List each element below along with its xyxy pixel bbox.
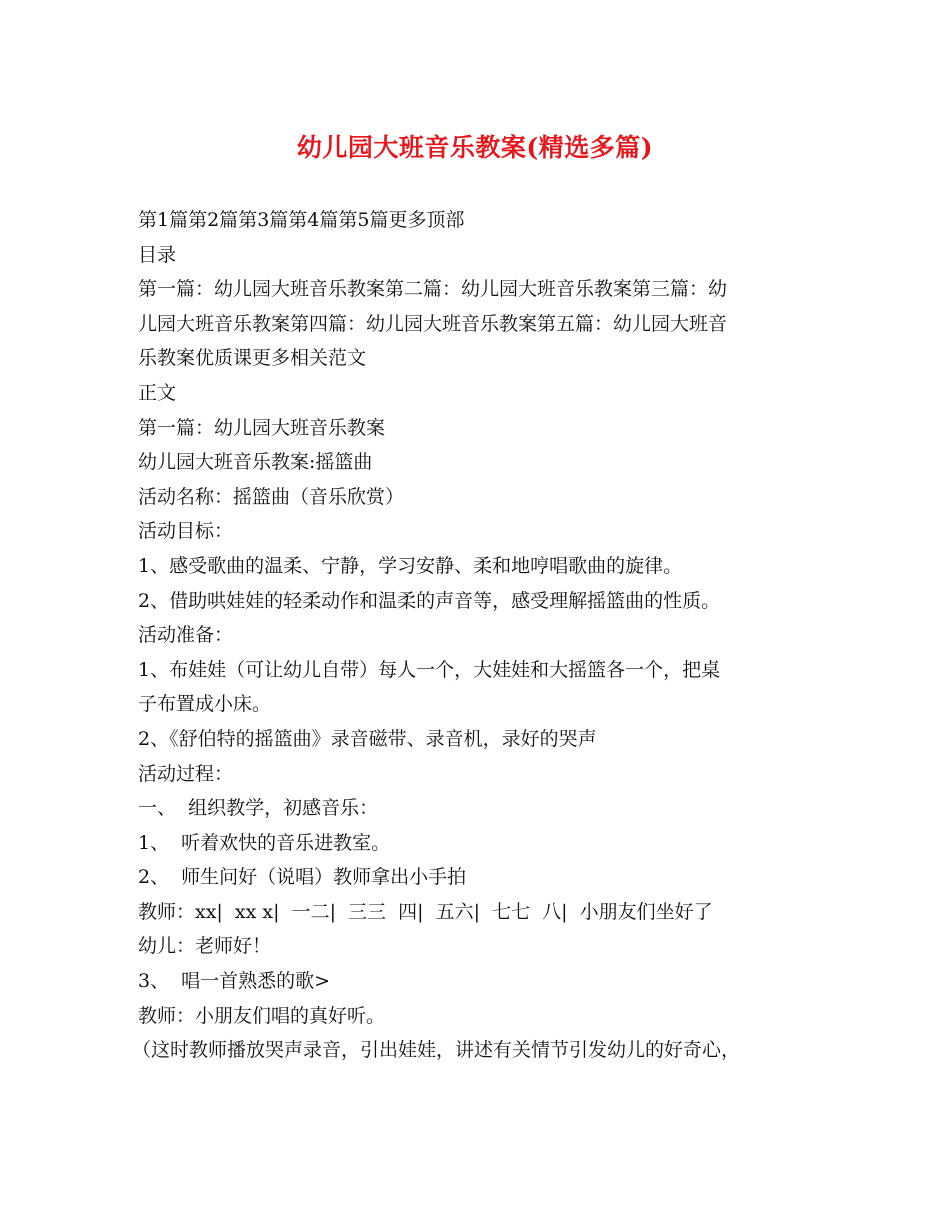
- preparation-heading: 活动准备：: [138, 624, 234, 647]
- activity-name: 活动名称：摇篮曲（音乐欣赏）: [138, 485, 405, 508]
- lesson-title: 幼儿园大班音乐教案:摇篮曲: [138, 451, 373, 474]
- nav-link-more[interactable]: 更多: [388, 209, 427, 231]
- preparation-item: 2、《舒伯特的摇篮曲》录音磁带、录音机，录好的哭声: [138, 727, 597, 750]
- narrative-line: （这时教师播放哭声录音，引出娃娃，讲述有关情节引发幼儿的好奇心，: [132, 1039, 741, 1062]
- goal-item: 2、借助哄娃娃的轻柔动作和温柔的声音等，感受理解摇篮曲的性质。: [138, 589, 721, 612]
- nav-link-part-1[interactable]: 第1篇: [138, 209, 189, 231]
- body-heading: 正文: [138, 381, 177, 404]
- toc-line[interactable]: 儿园大班音乐教案第四篇：幼儿园大班音乐教案第五篇：幼儿园大班音: [138, 312, 728, 335]
- process-heading: 活动过程：: [138, 762, 234, 785]
- nav-link-part-5[interactable]: 第5篇: [338, 209, 389, 231]
- teacher-chant-line: 教师：xx| xx x| 一二| 三三 四| 五六| 七七 八| 小朋友们坐好了: [138, 900, 713, 923]
- goal-item: 1、感受歌曲的温柔、宁静，学习安静、柔和地哼唱歌曲的旋律。: [138, 554, 683, 577]
- process-substep: 3、 唱一首熟悉的歌>: [138, 970, 331, 993]
- document-title: 幼儿园大班音乐教案(精选多篇): [296, 133, 654, 162]
- preparation-item: 1、布娃娃（可让幼儿自带）每人一个，大娃娃和大摇篮各一个，把桌: [138, 658, 721, 681]
- goals-heading: 活动目标：: [138, 520, 234, 543]
- nav-link-top[interactable]: 顶部: [426, 209, 465, 231]
- nav-link-part-3[interactable]: 第3篇: [238, 209, 289, 231]
- process-substep: 2、 师生问好（说唱）教师拿出小手拍: [138, 866, 467, 889]
- teacher-line: 教师：小朋友们唱的真好听。: [138, 1004, 386, 1027]
- toc-line[interactable]: 第一篇：幼儿园大班音乐教案第二篇：幼儿园大班音乐教案第三篇：幼: [138, 278, 728, 301]
- nav-link-part-4[interactable]: 第4篇: [288, 209, 339, 231]
- section-nav: [138, 203, 818, 238]
- toc-line[interactable]: 乐教案优质课更多相关范文: [138, 347, 367, 370]
- process-step: 一、 组织教学，初感音乐：: [138, 797, 379, 820]
- section-heading: 第一篇：幼儿园大班音乐教案: [138, 416, 386, 439]
- preparation-item-continued: 子布置成小床。: [138, 693, 272, 716]
- nav-link-part-2[interactable]: 第2篇: [188, 209, 239, 231]
- children-response-line: 幼儿：老师好！: [138, 935, 272, 958]
- process-substep: 1、 听着欢快的音乐进教室。: [138, 831, 391, 854]
- toc-heading: 目录: [138, 243, 177, 266]
- document-body: [132, 203, 818, 1068]
